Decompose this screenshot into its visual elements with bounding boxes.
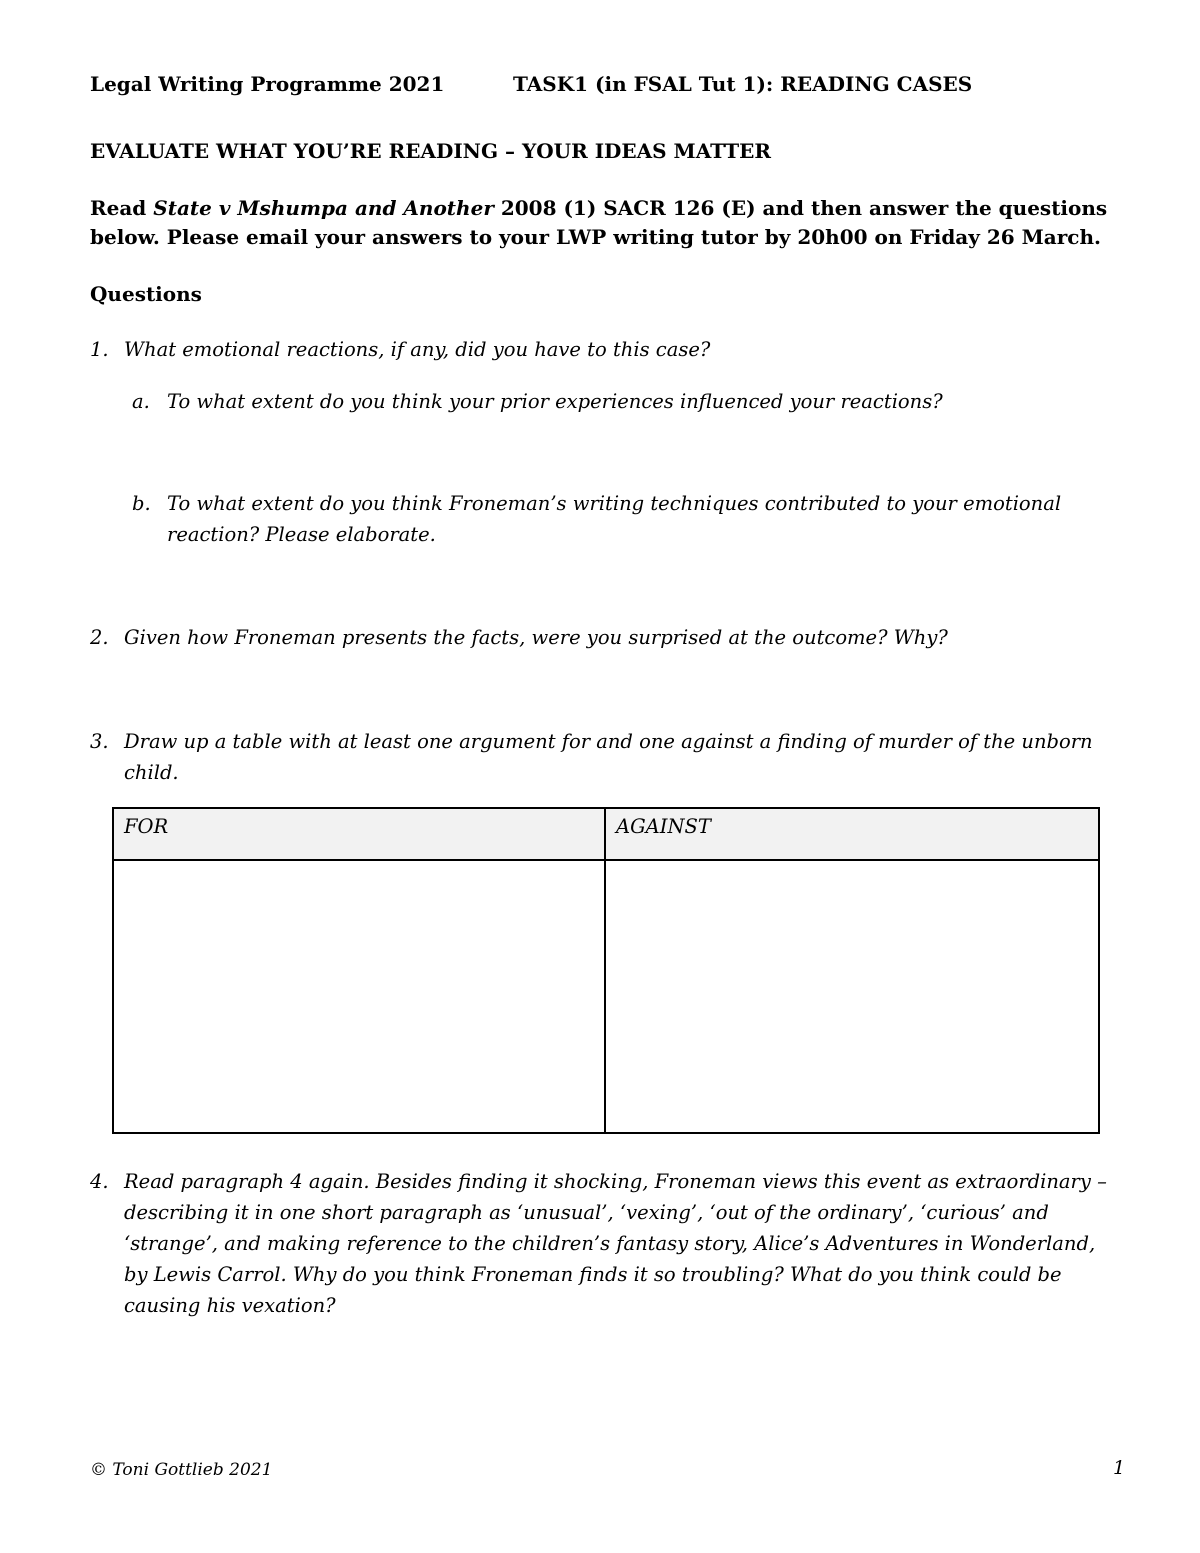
instructions-rest: 2008 (1) SACR 126 (E) and then answer the questions below. Please email your answers to your LWP writing tutor by 20h00 on Friday 26 March. (90, 196, 1108, 249)
header-task-title: TASK1 (in FSAL Tut 1): READING CASES (513, 72, 973, 96)
evaluate-heading: EVALUATE WHAT YOU’RE READING – YOUR IDEAS MATTER (90, 139, 772, 163)
table-header-for: FOR (124, 815, 169, 838)
instructions-case-name: State v Mshumpa and Another (153, 196, 494, 220)
header-programme-title: Legal Writing Programme 2021 (90, 72, 445, 96)
questions-heading: Questions (90, 282, 202, 306)
question-3-number: 3. (90, 730, 109, 753)
question-2-text: Given how Froneman presents the facts, were you surprised at the outcome? Why? (124, 626, 948, 649)
question-4-number: 4. (90, 1170, 109, 1193)
question-3-text: Draw up a table with at least one argument for and one against a finding of murder of the unborn child. (124, 730, 1093, 784)
table-header-row (114, 809, 1098, 861)
instructions-read: Read (90, 196, 154, 220)
table-cell-for[interactable] (114, 861, 604, 1132)
question-1a-number: a. (132, 390, 150, 413)
question-1-number: 1. (90, 338, 109, 361)
instructions-paragraph (90, 194, 1120, 252)
table-cell-against[interactable] (606, 861, 1098, 1132)
question-1a-text: To what extent do you think your prior experiences influenced your reactions? (167, 390, 943, 413)
footer-copyright: © Toni Gottlieb 2021 (90, 1460, 273, 1480)
question-1-text: What emotional reactions, if any, did you have to this case? (124, 338, 711, 361)
question-1b-number: b. (132, 492, 151, 515)
table-column-divider (604, 809, 606, 1132)
for-against-table (112, 807, 1100, 1134)
question-4-text: Read paragraph 4 again. Besides finding it shocking, Froneman views this event as extraordinary – describing it in one short paragraph as ‘unusual’, ‘vexing’, ‘out of the ordinary’, ‘curious’ and ‘strange’, and making reference to the children’s fantasy story, Alice’s Adventures in Wonderland, by Lewis Carrol. Why do you think Froneman finds it so troubling? What do you think could be causing his vexation? (124, 1170, 1107, 1317)
question-1b-text: To what extent do you think Froneman’s writing techniques contributed to your emotional reaction? Please elaborate. (167, 492, 1062, 546)
footer-page-number: 1 (1113, 1457, 1126, 1479)
question-2-number: 2. (90, 626, 109, 649)
table-header-against: AGAINST (616, 815, 711, 838)
